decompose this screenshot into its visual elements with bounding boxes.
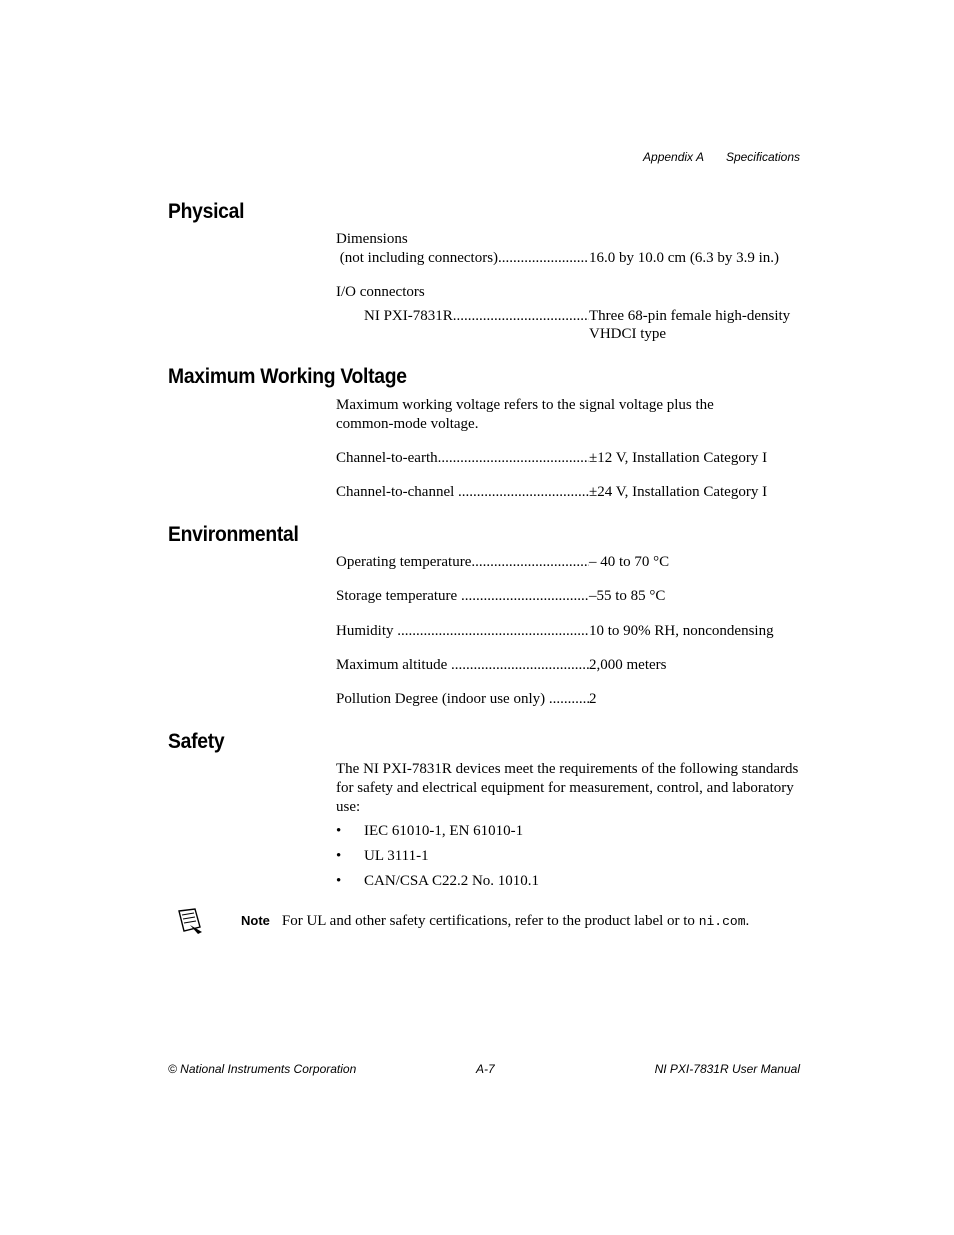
dimensions-label: (not including connectors): [336, 250, 499, 266]
voltage-row: [336, 483, 806, 501]
env-value: 2: [589, 691, 597, 707]
note-text: For UL and other safety certifications, refer to the product label or to: [281, 913, 699, 929]
env-row: [336, 656, 806, 674]
note: [241, 913, 749, 930]
env-label: Humidity: [336, 623, 398, 639]
list-item: • UL 3111-1: [336, 848, 429, 864]
io-label: NI PXI-7831R: [364, 308, 453, 324]
voltage-label: Channel-to-earth: [336, 450, 438, 466]
env-label: Operating temperature: [336, 554, 472, 570]
spec-dimensions: [336, 230, 806, 267]
running-header: [621, 150, 800, 164]
env-row: [336, 553, 806, 571]
voltage-row: [336, 449, 806, 467]
env-value: –55 to 85 °C: [589, 588, 666, 604]
note-icon: [176, 907, 204, 935]
env-row: [336, 690, 806, 708]
footer-right: NI PXI-7831R User Manual: [654, 1062, 800, 1076]
heading-environmental: Environmental: [168, 523, 299, 546]
voltage-label: Channel-to-channel: [336, 484, 459, 500]
header-appendix: Appendix A: [643, 150, 704, 164]
env-value: 2,000 meters: [589, 657, 667, 673]
io-value: Three 68-pin female high-density VHDCI type: [589, 308, 791, 342]
heading-physical: Physical: [168, 200, 245, 223]
env-label: Storage temperature: [336, 588, 461, 604]
note-end: .: [745, 913, 750, 929]
bullet-text: CAN/CSA C22.2 No. 1010.1: [364, 873, 540, 889]
list-item: • CAN/CSA C22.2 No. 1010.1: [336, 873, 540, 889]
header-section: Specifications: [725, 150, 800, 164]
bullet-text: IEC 61010-1, EN 61010-1: [364, 823, 524, 839]
note-label: Note: [241, 913, 270, 928]
bullet-text: UL 3111-1: [364, 848, 429, 864]
ni-link[interactable]: ni.com: [698, 914, 746, 929]
env-row: [336, 587, 806, 605]
dimensions-value: 16.0 by 10.0 cm (6.3 by 3.9 in.): [589, 250, 779, 266]
page-number: A-7: [476, 1062, 495, 1076]
heading-voltage: Maximum Working Voltage: [168, 365, 407, 388]
env-row: [336, 622, 806, 640]
env-value: 10 to 90% RH, noncondensing: [589, 623, 774, 639]
heading-safety: Safety: [168, 730, 225, 753]
voltage-value: ±24 V, Installation Category I: [589, 484, 768, 500]
io-heading: I/O connectors: [336, 284, 425, 300]
footer-left: © National Instruments Corporation: [168, 1062, 357, 1076]
dimensions-heading: Dimensions: [336, 231, 408, 247]
list-item: • IEC 61010-1, EN 61010-1: [336, 823, 524, 839]
safety-intro: The NI PXI-7831R devices meet the requirements of the following standards for safety and electrical equipment for measurement, control, and laboratory use:: [336, 761, 799, 815]
env-label: Maximum altitude: [336, 657, 451, 673]
spec-io-connectors: [336, 283, 806, 343]
env-label: Pollution Degree (indoor use only): [336, 691, 549, 707]
voltage-value: ±12 V, Installation Category I: [589, 450, 768, 466]
voltage-intro: Maximum working voltage refers to the signal voltage plus the common-mode voltage.: [336, 397, 714, 432]
env-value: – 40 to 70 °C: [589, 554, 670, 570]
